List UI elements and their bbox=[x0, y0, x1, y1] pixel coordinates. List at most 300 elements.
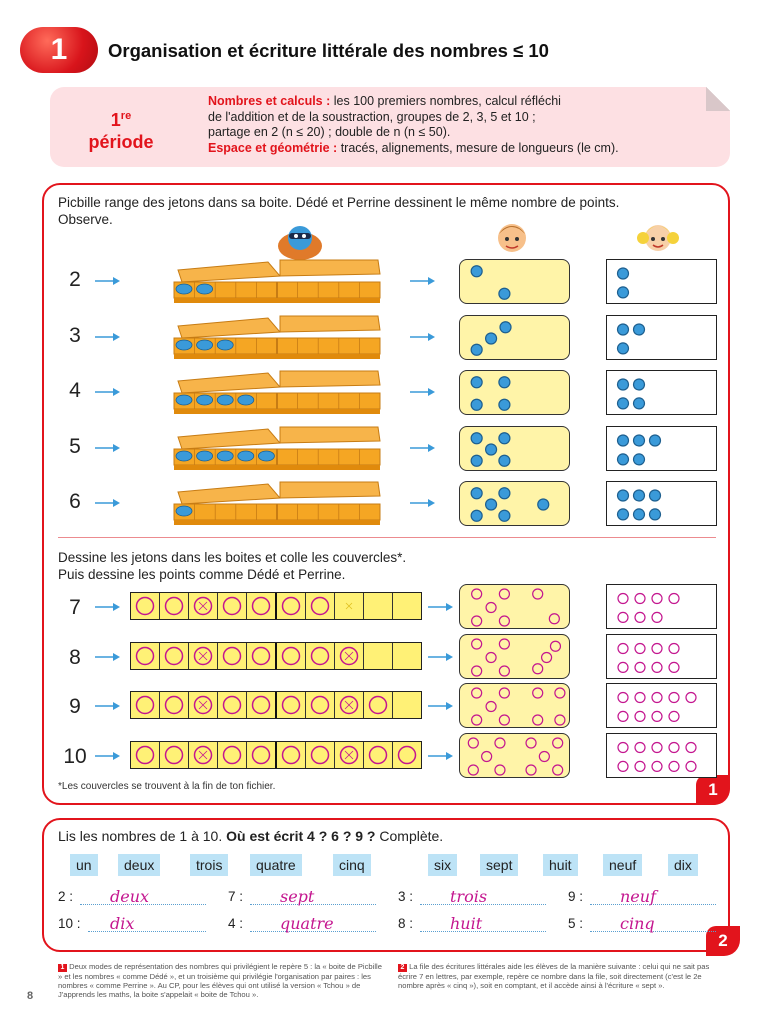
perrine-dot bbox=[634, 435, 645, 446]
dede-dot bbox=[468, 765, 478, 775]
token bbox=[258, 451, 274, 461]
drawn-token bbox=[364, 742, 393, 768]
perrine-dots bbox=[607, 635, 718, 680]
dede-dot bbox=[472, 616, 482, 626]
drawn-token-circle bbox=[166, 598, 183, 615]
strip-cell bbox=[393, 593, 421, 619]
strip-cell bbox=[335, 593, 364, 619]
perrine-dot bbox=[634, 379, 645, 390]
arrow-head bbox=[113, 653, 120, 661]
arrow-right-icon bbox=[410, 498, 436, 508]
perrine-box bbox=[606, 584, 717, 629]
box-lid-right bbox=[280, 316, 380, 332]
perrine-dot bbox=[650, 490, 661, 501]
drawn-token-circle bbox=[253, 598, 270, 615]
dede-box bbox=[459, 634, 570, 679]
perrine-dots bbox=[607, 427, 718, 472]
dede-dot bbox=[555, 688, 565, 698]
token bbox=[217, 340, 233, 350]
perrine-dot bbox=[669, 693, 679, 703]
drawn-token bbox=[218, 593, 247, 619]
strip-cell bbox=[393, 742, 421, 768]
arrow-right-icon bbox=[428, 602, 454, 612]
arrow-head bbox=[428, 388, 435, 396]
arrow-head bbox=[446, 752, 453, 760]
strip-cell bbox=[393, 692, 421, 718]
strip-cell bbox=[306, 643, 335, 669]
perrine-dot bbox=[618, 594, 628, 604]
strip-cell bbox=[218, 593, 247, 619]
dede-dot bbox=[526, 738, 536, 748]
token bbox=[176, 506, 192, 516]
handwritten-answer: dix bbox=[110, 914, 135, 933]
perrine-dot bbox=[618, 342, 629, 353]
dede-dot bbox=[499, 432, 510, 443]
dede-dot bbox=[471, 266, 482, 277]
dede-dot bbox=[495, 738, 505, 748]
dede-dot bbox=[486, 652, 496, 662]
dede-dots bbox=[460, 482, 571, 527]
perrine-box bbox=[606, 683, 717, 728]
drawn-token-circle bbox=[283, 697, 300, 714]
perrine-dot bbox=[669, 742, 679, 752]
drawn-token-circle bbox=[166, 647, 183, 664]
empty-cell-mark bbox=[335, 593, 364, 619]
instruction2-line-1: Dessine les jetons dans les boites et colle les couvercles*. bbox=[58, 550, 407, 565]
strip-cell bbox=[364, 692, 393, 718]
dede-dot bbox=[472, 688, 482, 698]
perrine-dot bbox=[618, 490, 629, 501]
perrine-dot bbox=[652, 594, 662, 604]
arrow-head bbox=[113, 333, 120, 341]
perrine-dot bbox=[618, 287, 629, 298]
strip-cell bbox=[364, 593, 393, 619]
number-word-dix: dix bbox=[668, 854, 698, 876]
dede-dot bbox=[499, 639, 509, 649]
dede-dot bbox=[471, 488, 482, 499]
row-number-label: 5 bbox=[69, 434, 81, 458]
period-ordinal-suffix: re bbox=[120, 110, 132, 122]
drawn-token bbox=[189, 692, 218, 718]
perrine-dot bbox=[635, 662, 645, 672]
drawn-token-circle bbox=[137, 598, 154, 615]
row-number-label: 3 bbox=[69, 323, 81, 347]
dede-dots bbox=[460, 635, 571, 680]
strip-cell bbox=[218, 742, 247, 768]
domain2-title: Espace et géométrie : bbox=[208, 140, 338, 155]
drawn-token bbox=[218, 692, 247, 718]
token bbox=[217, 451, 233, 461]
domain1-text-b: de l'addition et de la soustraction, groupes de 2, 3, 5 et 10 ; bbox=[208, 109, 536, 124]
row-number-label: 6 bbox=[69, 490, 81, 513]
perrine-dot bbox=[652, 711, 662, 721]
arrow-head bbox=[113, 388, 120, 396]
arrow-head bbox=[446, 603, 453, 611]
strip-cell bbox=[277, 742, 306, 768]
arrow-right-icon bbox=[95, 751, 121, 761]
drawn-token-circle bbox=[253, 746, 270, 763]
drawn-token-circle bbox=[224, 697, 241, 714]
number-word-cinq: cinq bbox=[333, 854, 371, 876]
period-word: période bbox=[88, 132, 154, 152]
handwritten-answer: trois bbox=[450, 887, 488, 906]
box-lid-left bbox=[178, 262, 280, 282]
picbille-box bbox=[168, 367, 388, 415]
perrine-dot bbox=[652, 662, 662, 672]
row-number-label: 4 bbox=[69, 379, 81, 402]
perrine-dot bbox=[618, 379, 629, 390]
drawn-token bbox=[247, 593, 276, 619]
strip-cell bbox=[306, 692, 335, 718]
drawn-token bbox=[218, 742, 247, 768]
token bbox=[176, 395, 192, 405]
dede-dot bbox=[495, 765, 505, 775]
drawn-token-circle bbox=[253, 647, 270, 664]
box-base bbox=[174, 298, 380, 303]
perrine-dots bbox=[607, 260, 718, 305]
dede-dot bbox=[486, 702, 496, 712]
dede-dot bbox=[471, 432, 482, 443]
drawn-token bbox=[247, 643, 276, 669]
dede-dot bbox=[499, 488, 510, 499]
dede-dot bbox=[482, 751, 492, 761]
answer-label: 8 : bbox=[398, 916, 414, 931]
box-lid-left bbox=[178, 318, 280, 338]
dede-dot bbox=[471, 344, 482, 355]
perrine-dot bbox=[635, 643, 645, 653]
arrow-head bbox=[113, 499, 120, 507]
perrine-dot bbox=[652, 643, 662, 653]
perrine-dot bbox=[669, 761, 679, 771]
perrine-dot bbox=[669, 643, 679, 653]
perrine-dot bbox=[634, 490, 645, 501]
drawn-token-circle bbox=[312, 647, 329, 664]
strip-cell bbox=[277, 593, 306, 619]
strip-cell bbox=[189, 742, 218, 768]
box-lid-right bbox=[280, 371, 380, 387]
strip-cell bbox=[218, 643, 247, 669]
perrine-girl-icon bbox=[636, 216, 680, 256]
answer-dotted-line bbox=[88, 930, 206, 932]
drawn-token bbox=[160, 643, 189, 669]
arrow-head bbox=[113, 444, 120, 452]
perrine-dots bbox=[607, 734, 718, 779]
dede-box bbox=[459, 481, 570, 526]
drawn-token-circle bbox=[283, 746, 300, 763]
perrine-dots bbox=[607, 684, 718, 729]
perrine-dot bbox=[635, 711, 645, 721]
perrine-box bbox=[606, 315, 717, 360]
perrine-dots bbox=[607, 585, 718, 630]
box-lid-right bbox=[280, 260, 380, 276]
drawn-token-circle bbox=[312, 598, 329, 615]
strip-cell bbox=[131, 742, 160, 768]
dede-dot bbox=[538, 499, 549, 510]
dede-box bbox=[459, 370, 570, 415]
lids-footnote: *Les couvercles se trouvent à la fin de ton fichier. bbox=[58, 781, 276, 792]
perrine-dot bbox=[634, 509, 645, 520]
box-base bbox=[174, 409, 380, 414]
drawn-token bbox=[306, 692, 335, 718]
drawn-token bbox=[277, 593, 306, 619]
domain1-title: Nombres et calculs : bbox=[208, 94, 331, 108]
perrine-box bbox=[606, 370, 717, 415]
drawn-token-circle bbox=[166, 697, 183, 714]
strip-cell bbox=[160, 742, 189, 768]
lesson-title: Organisation et écriture littérale des nombres ≤ 10 bbox=[108, 40, 549, 61]
dede-dot bbox=[553, 765, 563, 775]
picbille-box bbox=[168, 256, 388, 304]
instruction-line-1: Picbille range des jetons dans sa boite. Dédé et Perrine dessinent le même nombre de points. bbox=[58, 195, 620, 210]
number-word-un: un bbox=[70, 854, 98, 876]
token bbox=[197, 284, 213, 294]
dede-dot bbox=[486, 603, 496, 613]
drawn-token-circle bbox=[253, 697, 270, 714]
dede-dot bbox=[486, 444, 497, 455]
row-number-label: 10 bbox=[63, 744, 87, 768]
domain2-text: tracés, alignements, mesure de longueurs (le cm). bbox=[337, 140, 619, 155]
answer-label: 10 : bbox=[58, 916, 81, 931]
strip-cell bbox=[189, 643, 218, 669]
dede-dot bbox=[471, 399, 482, 410]
arrow-right-icon bbox=[428, 701, 454, 711]
arrow-right-icon bbox=[428, 652, 454, 662]
dede-dot bbox=[542, 652, 552, 662]
token bbox=[176, 451, 192, 461]
dede-dots bbox=[460, 371, 571, 416]
arrow-head bbox=[113, 277, 120, 285]
strip-cell bbox=[160, 593, 189, 619]
perrine-dot bbox=[635, 742, 645, 752]
tokens-strip bbox=[130, 691, 422, 719]
perrine-dot bbox=[634, 453, 645, 464]
perrine-dots bbox=[607, 371, 718, 416]
note2-badge: 2 bbox=[398, 964, 407, 972]
drawn-token bbox=[160, 742, 189, 768]
token bbox=[197, 451, 213, 461]
picbille-box bbox=[168, 478, 388, 526]
arrow-head bbox=[428, 333, 435, 341]
token bbox=[217, 395, 233, 405]
dede-dots bbox=[460, 427, 571, 472]
drawn-token-circle bbox=[166, 746, 183, 763]
page-number: 8 bbox=[27, 990, 34, 1002]
arrow-right-icon bbox=[95, 701, 121, 711]
perrine-dot bbox=[635, 693, 645, 703]
drawn-token-circle bbox=[224, 647, 241, 664]
drawn-token bbox=[335, 742, 364, 768]
token bbox=[197, 340, 213, 350]
instruction-line-2: Observe. bbox=[58, 212, 113, 227]
answer-label: 2 : bbox=[58, 889, 74, 904]
strip-cell bbox=[131, 643, 160, 669]
note1-text: Deux modes de représentation des nombres qui privilégient le repère 5 : la « boite de Picbille » et les nombres « comme Dédé », et un troisième qui privilégie l'organisation par paires : les nombres « comme Perrine ». Au CP, pour les élèves qui ont utilisé la version « Tchou » de J'apprends les maths, la boite s'appelait « boite de Tchou ». bbox=[58, 962, 382, 1000]
box-lid-right bbox=[280, 482, 380, 498]
drawn-token-circle bbox=[370, 697, 387, 714]
dede-dot bbox=[553, 738, 563, 748]
dede-box bbox=[459, 584, 570, 629]
arrow-head bbox=[428, 444, 435, 452]
dede-dot bbox=[539, 751, 549, 761]
dede-dot bbox=[499, 616, 509, 626]
strip-cell bbox=[306, 742, 335, 768]
dede-dot bbox=[499, 666, 509, 676]
dede-dot bbox=[486, 333, 497, 344]
perrine-dot bbox=[618, 742, 628, 752]
instruction2-line-2: Puis dessine les points comme Dédé et Perrine. bbox=[58, 567, 346, 582]
lesson-number-badge: 1 bbox=[20, 27, 98, 73]
exercise1-instruction-2 bbox=[58, 549, 406, 583]
picbille-box bbox=[168, 423, 388, 471]
arrow-right-icon bbox=[95, 387, 121, 397]
drawn-token bbox=[131, 692, 160, 718]
perrine-box bbox=[606, 634, 717, 679]
drawn-token bbox=[131, 742, 160, 768]
arrow-right-icon bbox=[95, 332, 121, 342]
drawn-token bbox=[306, 643, 335, 669]
note1-badge: 1 bbox=[58, 964, 67, 972]
perrine-dot bbox=[650, 435, 661, 446]
number-word-trois: trois bbox=[190, 854, 228, 876]
strip-cell bbox=[218, 692, 247, 718]
answer-label: 9 : bbox=[568, 889, 584, 904]
drawn-token bbox=[160, 692, 189, 718]
arrow-right-icon bbox=[410, 276, 436, 286]
drawn-token bbox=[131, 643, 160, 669]
drawn-token bbox=[306, 593, 335, 619]
box-lid-left bbox=[178, 429, 280, 449]
perrine-dot bbox=[618, 324, 629, 335]
dede-dot bbox=[472, 639, 482, 649]
box-lid-left bbox=[178, 373, 280, 393]
handwritten-answer: sept bbox=[280, 887, 315, 906]
teacher-note-2 bbox=[398, 962, 718, 990]
dede-box bbox=[459, 683, 570, 728]
drawn-token bbox=[218, 643, 247, 669]
perrine-box bbox=[606, 259, 717, 304]
perrine-dot bbox=[635, 761, 645, 771]
handwritten-answer: cinq bbox=[620, 914, 655, 933]
handwritten-answer: quatre bbox=[280, 914, 334, 933]
dede-dot bbox=[533, 663, 543, 673]
strip-cell bbox=[247, 692, 277, 718]
perrine-dot bbox=[634, 324, 645, 335]
perrine-dot bbox=[618, 612, 628, 622]
number-word-six: six bbox=[428, 854, 457, 876]
handwritten-answer: neuf bbox=[620, 887, 656, 906]
drawn-token bbox=[277, 643, 306, 669]
strip-cell bbox=[277, 692, 306, 718]
note2-text: La file des écritures littérales aide les élèves de la manière suivante : celui qui ne sait pas écrire 7 en lettres, par exemple, repère ce nombre dans la file, soit directement (c'est le 2e nombre après « cinq »), soit en comptant, et il accède ainsi à l'écriture « sept ». bbox=[398, 962, 710, 991]
drawn-token bbox=[247, 742, 276, 768]
arrow-right-icon bbox=[95, 602, 121, 612]
box-base bbox=[174, 354, 380, 359]
arrow-head bbox=[113, 603, 120, 611]
dede-dot bbox=[499, 377, 510, 388]
strip-cell bbox=[306, 593, 335, 619]
perrine-dot bbox=[669, 711, 679, 721]
strip-cell bbox=[160, 643, 189, 669]
dede-dot bbox=[468, 738, 478, 748]
handwritten-answer: huit bbox=[450, 914, 483, 933]
arrow-right-icon bbox=[410, 332, 436, 342]
perrine-dots bbox=[607, 482, 718, 527]
dede-dot bbox=[499, 589, 509, 599]
drawn-token-circle bbox=[224, 746, 241, 763]
drawn-token bbox=[247, 692, 276, 718]
dede-dot bbox=[500, 321, 511, 332]
drawn-token-circle bbox=[283, 647, 300, 664]
answer-dotted-line bbox=[420, 930, 546, 932]
drawn-token bbox=[189, 643, 218, 669]
token bbox=[238, 451, 254, 461]
exercise2-instruction-question: Où est écrit 4 ? 6 ? 9 ? bbox=[226, 828, 376, 844]
drawn-token bbox=[335, 692, 364, 718]
dede-dot bbox=[472, 589, 482, 599]
arrow-head bbox=[446, 702, 453, 710]
arrow-right-icon bbox=[428, 751, 454, 761]
dede-box bbox=[459, 259, 570, 304]
dede-dot bbox=[471, 455, 482, 466]
dede-box bbox=[459, 733, 570, 778]
row-number-label: 8 bbox=[69, 645, 81, 669]
answer-label: 4 : bbox=[228, 916, 244, 931]
dede-box bbox=[459, 426, 570, 471]
arrow-right-icon bbox=[95, 276, 121, 286]
exercise1-number: 1 bbox=[696, 775, 730, 805]
perrine-dot bbox=[635, 612, 645, 622]
dede-dot bbox=[471, 510, 482, 521]
arrow-right-icon bbox=[95, 652, 121, 662]
answer-label: 5 : bbox=[568, 916, 584, 931]
exercise2-number: 2 bbox=[706, 926, 740, 956]
perrine-dot bbox=[669, 662, 679, 672]
perrine-dot bbox=[618, 643, 628, 653]
number-word-sept: sept bbox=[480, 854, 518, 876]
dede-dot bbox=[533, 589, 543, 599]
perrine-dot bbox=[652, 612, 662, 622]
perrine-dot bbox=[618, 453, 629, 464]
perrine-dot bbox=[650, 509, 661, 520]
token bbox=[176, 284, 192, 294]
period-program-text bbox=[208, 94, 718, 156]
dede-boy-icon bbox=[494, 218, 530, 258]
perrine-dot bbox=[652, 761, 662, 771]
drawn-token-circle bbox=[283, 598, 300, 615]
arrow-right-icon bbox=[410, 387, 436, 397]
picbille-box bbox=[168, 312, 388, 360]
section-divider bbox=[58, 537, 716, 538]
period-label bbox=[66, 105, 176, 153]
perrine-dot bbox=[634, 398, 645, 409]
box-lid-right bbox=[280, 427, 380, 443]
strip-cell bbox=[160, 692, 189, 718]
dede-dots bbox=[460, 684, 571, 729]
strip-cell bbox=[247, 593, 277, 619]
drawn-token bbox=[277, 742, 306, 768]
perrine-dot bbox=[686, 761, 696, 771]
strip-cell bbox=[247, 742, 277, 768]
dede-dot bbox=[499, 399, 510, 410]
teacher-note-1 bbox=[58, 962, 388, 1000]
perrine-box bbox=[606, 733, 717, 778]
strip-cell bbox=[335, 643, 364, 669]
number-word-neuf: neuf bbox=[603, 854, 642, 876]
arrow-right-icon bbox=[95, 443, 121, 453]
perrine-box bbox=[606, 481, 717, 526]
answer-label: 3 : bbox=[398, 889, 414, 904]
strip-cell bbox=[189, 692, 218, 718]
